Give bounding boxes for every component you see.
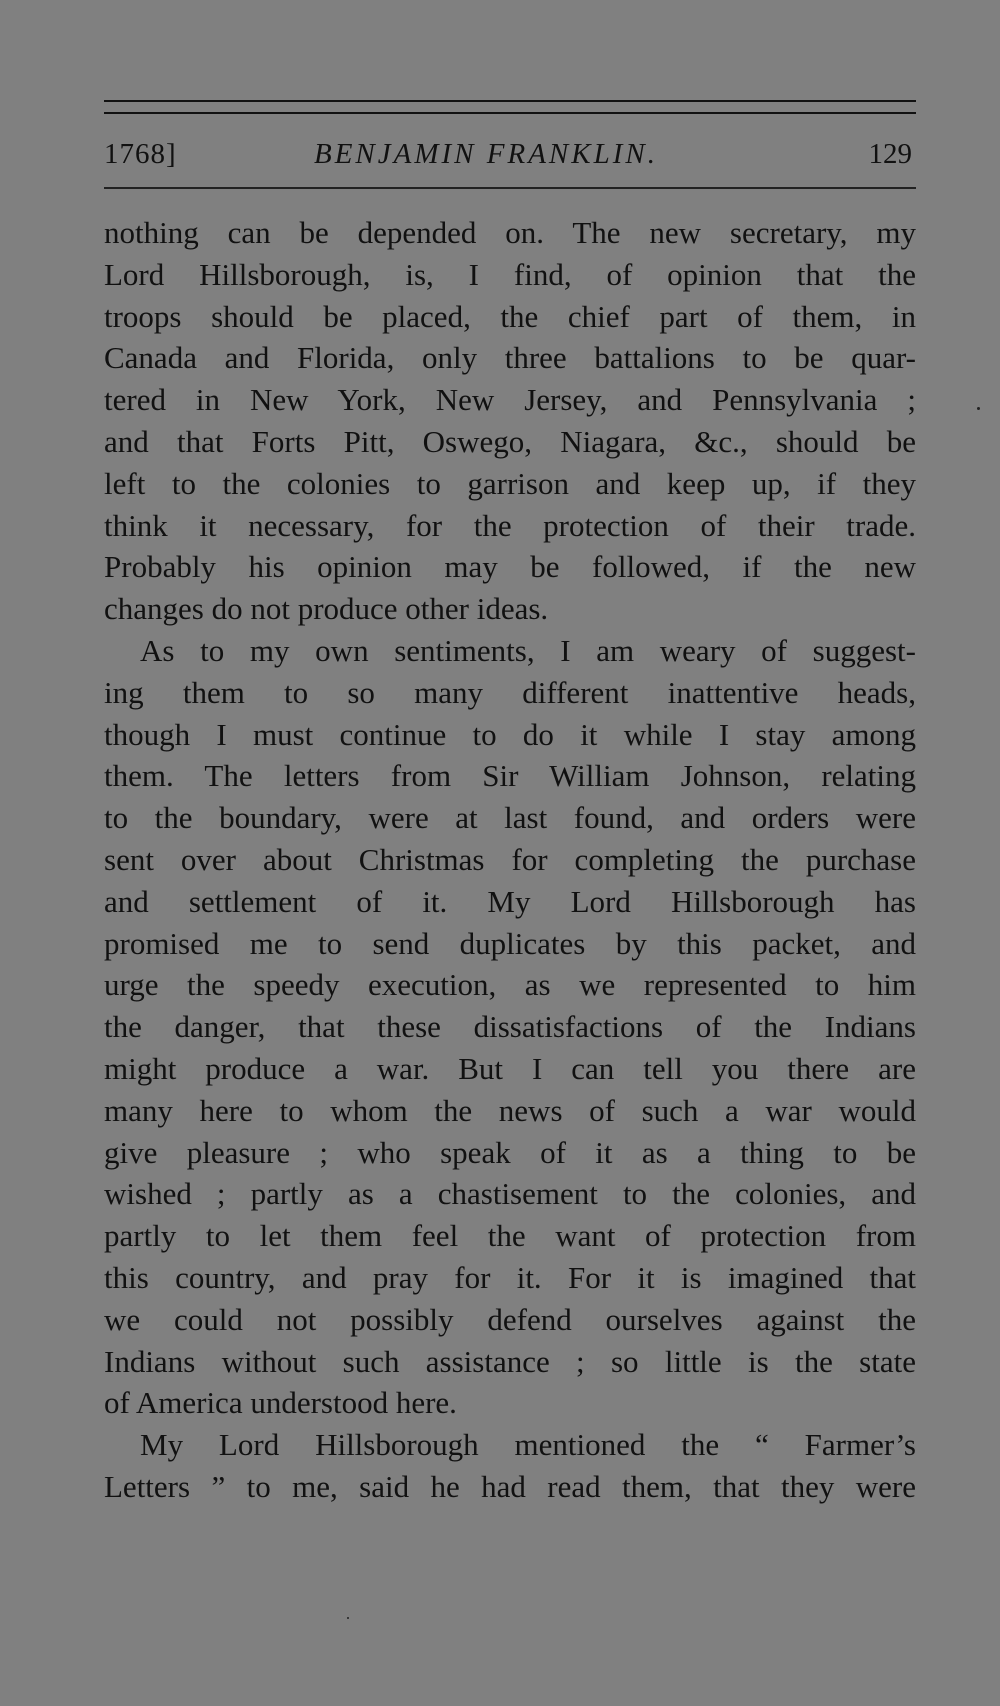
stray-mark <box>347 1617 349 1619</box>
text-line: promised me to send duplicates by this packet, and <box>104 925 916 961</box>
running-head-year: 1768] <box>104 138 177 170</box>
text-line: Indians without such assistance ; so little is the state <box>104 1343 916 1379</box>
text-line: As to my own sentiments, I am weary of suggest- <box>140 632 916 668</box>
text-line: to the boundary, were at last found, and orders were <box>104 800 916 836</box>
text-line: sent over about Christmas for completing the purchase <box>104 841 916 877</box>
text-line: them. The letters from Sir William Johnson, relating <box>104 758 916 794</box>
text-line: this country, and pray for it. For it is imagined that <box>104 1259 916 1295</box>
text-line: might produce a war. But I can tell you there are <box>104 1050 916 1086</box>
text-line: Canada and Florida, only three battalions to be quar- <box>104 340 916 376</box>
paragraph <box>104 212 916 630</box>
text-line: and settlement of it. My Lord Hillsborough has <box>104 883 916 919</box>
text-line: ing them to so many different inattentive heads, <box>104 674 916 710</box>
text-line: many here to whom the news of such a war would <box>104 1092 916 1128</box>
text-line: nothing can be depended on. The new secretary, my <box>104 215 916 250</box>
header-rule-bottom <box>104 187 916 189</box>
text-line: we could not possibly defend ourselves against the <box>104 1301 916 1337</box>
text-line: wished ; partly as a chastisement to the colonies, and <box>104 1176 916 1212</box>
text-line: give pleasure ; who speak of it as a thing to be <box>104 1134 916 1170</box>
header-rule-top <box>104 100 916 102</box>
stray-mark <box>977 407 980 410</box>
body-text <box>104 212 916 1508</box>
running-head-title: BENJAMIN FRANKLIN. <box>314 138 658 170</box>
paragraph <box>104 1424 916 1508</box>
header-rule-second <box>104 112 916 114</box>
text-line: think it necessary, for the protection of their trade. <box>104 507 916 543</box>
text-line: partly to let them feel the want of protection from <box>104 1218 916 1254</box>
running-head <box>104 134 916 174</box>
text-line: changes do not produce other ideas. <box>104 591 549 627</box>
text-line: and that Forts Pitt, Oswego, Niagara, &c., should be <box>104 423 916 459</box>
text-line: though I must continue to do it while I stay among <box>104 716 916 752</box>
text-line: troops should be placed, the chief part of them, in <box>104 298 916 334</box>
text-line: My Lord Hillsborough mentioned the “ Farmer’s <box>140 1427 916 1463</box>
text-line: Letters ” to me, said he had read them, that they were <box>104 1468 916 1504</box>
text-line: Probably his opinion may be followed, if the new <box>104 549 916 585</box>
text-line: left to the colonies to garrison and keep up, if they <box>104 465 916 501</box>
text-line: the danger, that these dissatisfactions of the Indians <box>104 1009 916 1045</box>
text-line: tered in New York, New Jersey, and Pennsylvania ; <box>104 382 916 418</box>
text-line: of America understood here. <box>104 1385 457 1421</box>
text-line: Lord Hillsborough, is, I find, of opinion that the <box>104 256 916 292</box>
text-line: urge the speedy execution, as we represented to him <box>104 967 916 1003</box>
page-number: 129 <box>868 138 912 170</box>
paragraph <box>104 630 916 1424</box>
